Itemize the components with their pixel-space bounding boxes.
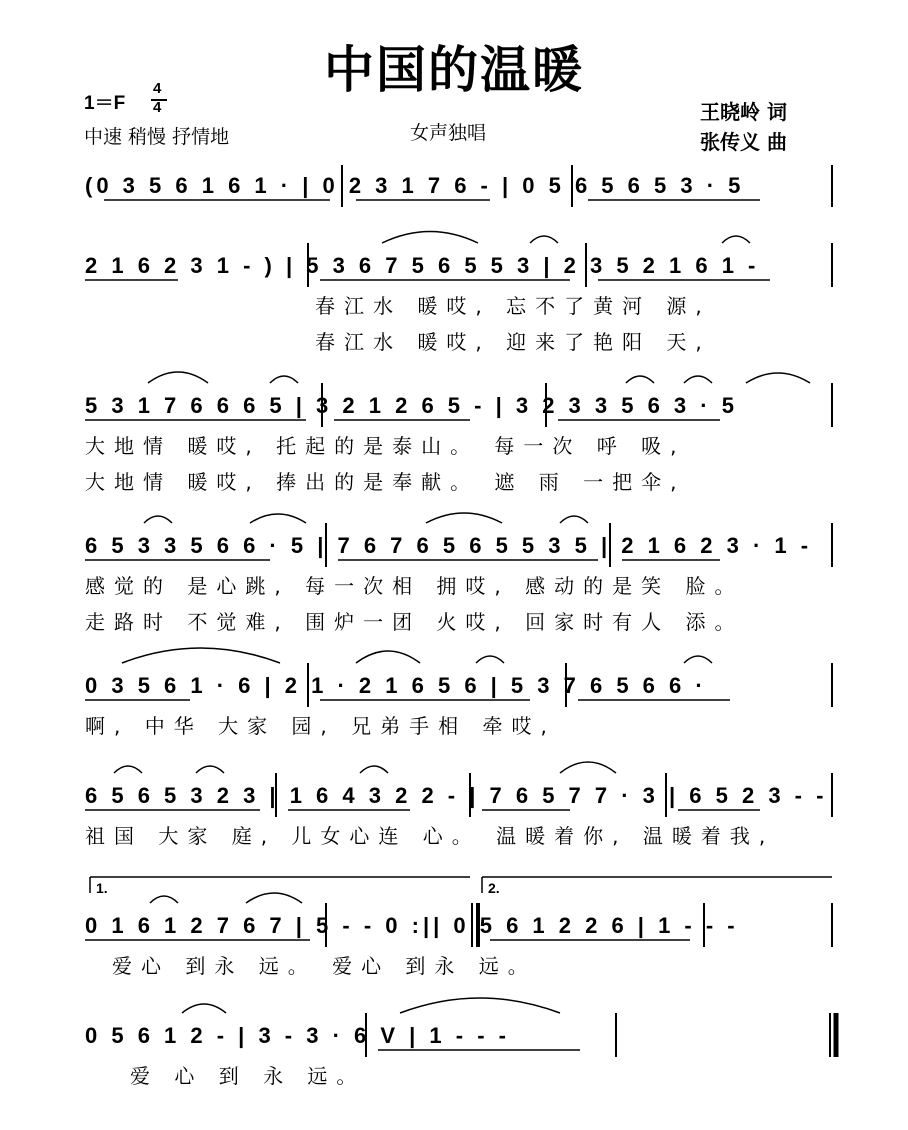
system-7-lyric-1: 爱心 到永 远。 爱心 到永 远。 [112, 954, 537, 978]
slur [114, 766, 142, 773]
slur [426, 513, 502, 523]
slur [400, 998, 560, 1013]
slur [196, 766, 224, 773]
slur [560, 516, 588, 523]
system-5 [85, 648, 832, 738]
slur [476, 656, 504, 663]
system-3 [85, 372, 832, 494]
slur [684, 656, 712, 663]
slur [270, 376, 298, 383]
system-6 [85, 762, 832, 848]
system-7 [85, 877, 832, 978]
slur [356, 651, 420, 663]
system-2-notes: 2 1 6 2 3 1 - ) | 5 3 6 7 5 6 5 5 3 | 2 3 5 2 1 6 1 - [85, 253, 760, 278]
slur [560, 762, 616, 773]
slur [746, 373, 810, 383]
system-3-lyric-1: 大地情 暖哎, 托起的是泰山。 每一次 呼 吸, [85, 434, 686, 458]
slur [530, 236, 558, 243]
score-body [70, 165, 850, 1105]
system-6-lyric-1: 祖国 大家 庭, 儿女心连 心。 温暖着你, 温暖着我, [85, 824, 775, 848]
composer-credit: 张传义 曲 [700, 130, 787, 154]
system-8-notes: 0 5 6 1 2 - | 3 - 3 · 6 V | 1 - - - [85, 1023, 510, 1048]
system-4-lyric-1: 感觉的 是心跳, 每一次相 拥哎, 感动的是笑 脸。 [85, 574, 744, 598]
volta-1-label: 1. [96, 880, 108, 896]
slur [246, 893, 302, 903]
system-4-lyric-2: 走路时 不觉难, 围炉一团 火哎, 回家时有人 添。 [85, 610, 744, 634]
slur [150, 896, 178, 903]
voice-type: 女声独唱 [410, 122, 487, 144]
system-2-lyric-2: 春江水 暖哎, 迎来了艳阳 天, [315, 330, 711, 354]
tempo-marking: 中速 稍慢 抒情地 [84, 126, 230, 148]
song-title: 中国的温暖 [324, 41, 584, 99]
slur [360, 766, 388, 773]
volta-2-label: 2. [488, 880, 500, 896]
time-signature-bottom: 4 [153, 99, 162, 116]
system-2 [85, 232, 832, 355]
slur [722, 236, 750, 243]
system-3-notes: 5 3 1 7 6 6 6 5 | 3 2 1 2 6 5 - | 3 2 3 3 5 6 3 · 5 [85, 393, 738, 418]
system-4 [85, 513, 832, 634]
key-signature: 1＝F [84, 93, 126, 114]
system-1 [85, 165, 832, 207]
slur [144, 516, 172, 523]
lyricist-credit: 王晓岭 词 [700, 100, 787, 124]
system-6-notes: 6 5 6 5 3 2 3 | 1 6 4 3 2 2 - | 7 6 5 7 7 · 3 | 6 5 2 3 - - [85, 783, 828, 808]
slur [626, 376, 654, 383]
system-8-lyric-1: 爱 心 到 永 远。 [130, 1064, 366, 1088]
system-3-lyric-2: 大地情 暖哎, 捧出的是奉献。 遮 雨 一把伞, [85, 470, 686, 494]
slur [122, 648, 280, 663]
slur [148, 372, 208, 383]
system-8 [85, 998, 836, 1088]
slur [382, 232, 478, 244]
time-signature-top: 4 [153, 80, 162, 97]
slur [250, 514, 306, 523]
system-1-notes: (0 3 5 6 1 6 1 · | 0 2 3 1 7 6 - | 0 5 6 5 6 5 3 · 5 [85, 173, 745, 198]
score-svg [70, 165, 850, 1105]
system-2-lyric-1: 春江水 暖哎, 忘不了黄河 源, [315, 294, 711, 318]
system-5-lyric-1: 啊, 中华 大家 园, 兄弟手相 牵哎, [85, 714, 556, 738]
system-5-notes: 0 3 5 6 1 · 6 | 2 1 · 2 1 6 5 6 | 5 3 7 6 5 6 6 · [85, 673, 707, 698]
system-4-notes: 6 5 3 3 5 6 6 · 5 | 7 6 7 6 5 6 5 5 3 5 | 2 1 6 2 3 · 1 - [85, 533, 813, 558]
slur [182, 1004, 226, 1013]
slur [684, 376, 712, 383]
system-7-notes: 0 1 6 1 2 7 6 7 | 5 - - 0 :|| 0 5 6 1 2 2 6 | 1 - - - [85, 913, 739, 938]
